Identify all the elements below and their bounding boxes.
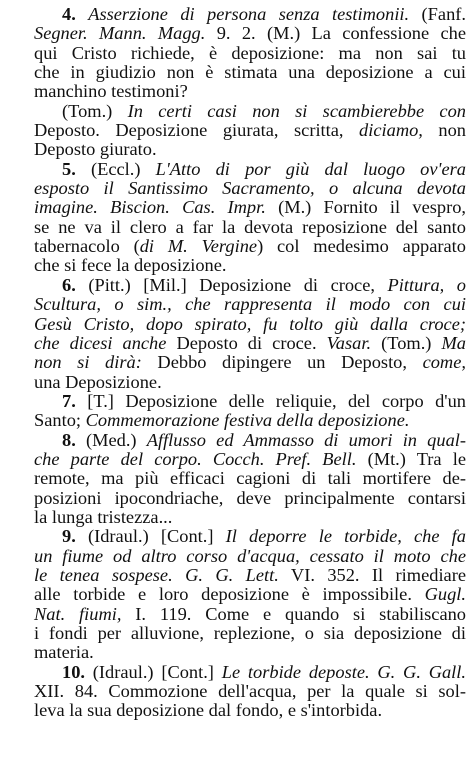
text-line: una Deposizione. (34, 372, 162, 392)
text-line: non si dirà: Debbo dipingere un Deposto, come, (34, 353, 466, 373)
text-line: alle torbide e loro deposizione è impossibile. Gugl. (34, 585, 466, 605)
text-line: 7. [T.] Deposizione delle reliquie, del corpo d'un (62, 391, 466, 411)
text-line: Santo; Commemorazione festiva della deposizione. (34, 411, 410, 431)
text-line: che parte del corpo. Cocch. Pref. Bell. (Mt.) Tra le (34, 449, 466, 469)
text-line: tabernacolo (di M. Vergine) col medesimo apparato (34, 237, 466, 257)
text-line: 5. (Eccl.) L'Atto di por giù dal luogo ov'era (62, 159, 466, 179)
entry-10 (6, 663, 466, 721)
text-line: posizioni ipocondriache, deve principalmente contarsi (34, 488, 466, 508)
text-line: le tenea sospese. G. G. Lett. VI. 352. Il rimediare (34, 565, 466, 585)
text-line: Deposto giurato. (34, 140, 157, 160)
text-line: Deposto. Deposizione giurata, scritta, diciamo, non (34, 121, 466, 141)
text-line: 10. (Idraul.) [Cont.] Le torbide deposte. G. G. Gall. (62, 662, 466, 682)
text-line: Gesù Cristo, dopo spirato, fu tolto giù dalla croce; (34, 314, 466, 334)
text-line: XII. 84. Commozione dell'acqua, per la quale si sol- (34, 682, 466, 702)
entry-8 (6, 431, 466, 528)
text-line: remote, ma più efficaci cagioni di tali mortifere de- (34, 469, 466, 489)
text-line: che in giudizio non è stimata una deposizione a cui (34, 63, 466, 83)
entry-tom-note (6, 102, 466, 160)
text-line: la lunga tristezza... (34, 507, 173, 527)
text-line: esposto il Santissimo Sacramento, o alcuna devota (34, 179, 466, 199)
entry-5 (6, 160, 466, 276)
text-line: 4. Asserzione di persona senza testimonii. (Fanf. (62, 5, 466, 24)
text-line: imagine. Biscion. Cas. Impr. (M.) Fornito il vespro, (34, 198, 466, 218)
text-line: che si fece la deposizione. (34, 256, 227, 276)
text-line: che dicesi anche Deposto di croce. Vasar. (Tom.) Ma (34, 333, 466, 353)
text-line: Nat. fiumi, I. 119. Come e quando si stabiliscano (34, 604, 466, 624)
text-line: 8. (Med.) Afflusso ed Ammasso di umori in qual- (62, 430, 466, 450)
entry-7 (6, 392, 466, 431)
text-line: qui Cristo richiede, è deposizione: ma non sai tu (34, 43, 466, 63)
text-line: 6. (Pitt.) [Mil.] Deposizione di croce, Pittura, o (62, 275, 466, 295)
entry-6 (6, 276, 466, 392)
text-line: un fiume od altro corso d'acqua, cessato il moto che (34, 546, 466, 566)
text-line: leva la sua deposizione dal fondo, e s'intorbida. (34, 701, 383, 721)
text-line: (Tom.) In certi casi non si scambierebbe con (62, 101, 466, 121)
text-line: 9. (Idraul.) [Cont.] Il deporre le torbide, che fa (62, 527, 466, 547)
text-line: manchino testimoni? (34, 82, 188, 102)
text-line: materia. (34, 643, 94, 663)
text-line: se ne va il clero a far la devota reposizione del santo (34, 217, 466, 237)
text-line: Segner. Mann. Magg. 9. 2. (M.) La confessione che (34, 24, 466, 44)
text-line: i fondi per alluvione, replezione, o sia deposizione di (34, 624, 466, 643)
entry-9 (6, 527, 466, 662)
text-line: Scultura, o sim., che rappresenta il modo con cui (34, 295, 466, 315)
entry-4 (6, 5, 466, 102)
